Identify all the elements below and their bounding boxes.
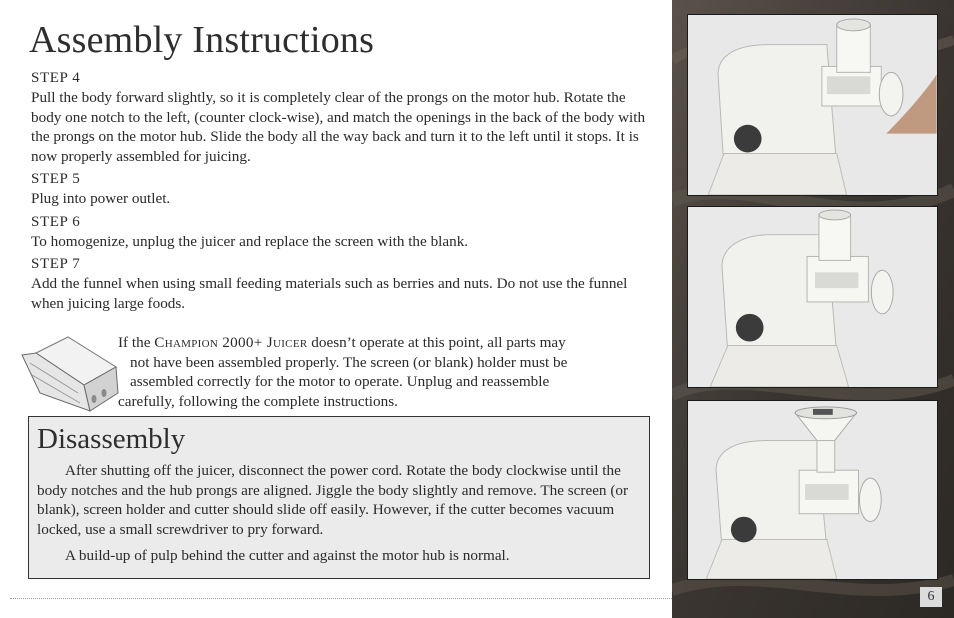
juicer-photo-3: [687, 400, 938, 580]
disassembly-box: [28, 416, 650, 579]
page-title: Assembly Instructions: [29, 19, 375, 61]
steps-list: [31, 69, 656, 317]
step-4: [31, 69, 656, 166]
disassembly-title: Disassembly: [37, 423, 186, 455]
step-7-label: STEP 7: [31, 256, 81, 272]
step-5: [31, 170, 656, 209]
step-4-text: Pull the body forward slightly, so it is completely clear of the prongs on the motor hub. Rotate the body one notch to the left, (counter clock-wise), and match the openings in the back of the body with the prongs on the motor hub. Slide the body all the way back and turn it to the left until it stops. It is now properly assembled for juicing.: [31, 89, 646, 165]
page-number: 6: [920, 587, 942, 607]
step-7-text: Add the funnel when using small feeding materials such as berries and nuts. Do not use the funnel when juicing large foods.: [31, 275, 628, 312]
note-text: [118, 333, 652, 411]
note-prefix: If the: [118, 334, 155, 351]
assembly-note: [18, 323, 658, 415]
note-line-1: [118, 333, 652, 353]
product-name: Champion 2000+ Juicer: [154, 334, 308, 351]
disassembly-paragraph-1: After shutting off the juicer, disconnect the power cord. Rotate the body clockwise until the body notches and the hub prongs are aligned. Jiggle the body slightly and remove. The screen (or blank), screen holder and cutter should slide off easily. However, if the cutter becomes vacuum locked, use a small screwdriver to pry forward.: [37, 462, 629, 538]
note-line-2: not have been assembled properly. The screen (or blank) holder must be: [130, 353, 568, 371]
screen-holder-illustration: [18, 323, 122, 417]
note-line-3: assembled correctly for the motor to operate. Unplug and reassemble: [130, 373, 550, 390]
step-6-text: To homogenize, unplug the juicer and replace the screen with the blank.: [31, 232, 469, 250]
note-line-4: carefully, following the complete instructions.: [118, 392, 398, 410]
note-line-1-suffix: doesn’t operate at this point, all parts may: [307, 334, 566, 351]
step-7: [31, 255, 656, 313]
juicer-photo-2: [687, 206, 938, 388]
step-5-text: Plug into power outlet.: [31, 190, 171, 207]
disassembly-body: [37, 461, 643, 573]
step-4-label: STEP 4: [31, 70, 81, 86]
juicer-photo-1: [687, 14, 938, 196]
photo-panel: [672, 0, 954, 618]
step-6: [31, 213, 656, 252]
disassembly-paragraph-2: A build-up of pulp behind the cutter and against the motor hub is normal.: [65, 547, 510, 564]
step-5-label: STEP 5: [31, 171, 81, 187]
step-6-label: STEP 6: [31, 213, 81, 230]
